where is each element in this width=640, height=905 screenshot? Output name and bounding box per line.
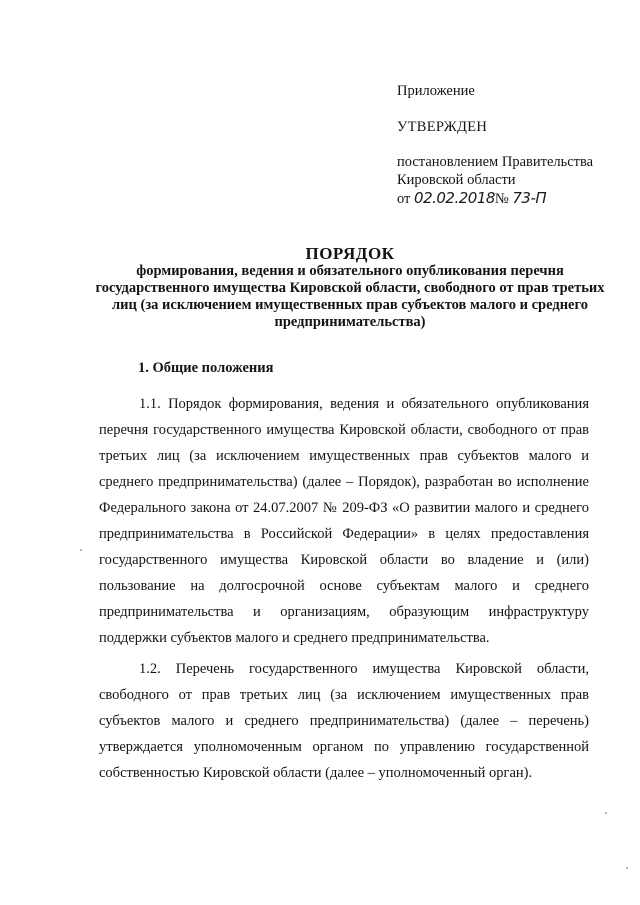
handwritten-number: 73-П — [512, 189, 547, 207]
scan-speck — [80, 549, 82, 551]
appendix-label: Приложение — [397, 83, 475, 99]
approved-label: УТВЕРЖДЕН — [397, 119, 488, 135]
handwritten-date: 02.02.2018 — [414, 189, 495, 207]
paragraph-1-2: 1.2. Перечень государственного имущества Кировской области, свободного от прав третьих лиц (за исключением имущественных прав субъектов малого и среднего предпринимательства) (далее – перечень) утверждается уполномоченным органом по управлению государственной собственностью Кировской области (далее – уполномоченный орган). — [99, 661, 589, 781]
document-subtitle: формирования, ведения и обязательного опубликования перечня государственного имущества Кировской области, свободного от прав третьих лиц (за исключением имущественных прав субъектов малого и среднего предпринимательства) — [95, 263, 605, 330]
paragraph-1-1: 1.1. Порядок формирования, ведения и обязательного опубликования перечня государственного имущества Кировской области, свободного от прав третьих лиц (за исключением имущественных прав субъектов малого и среднего предпринимательства) (далее – Порядок), разработан во исполнение Федерального закона от 24.07.2007 № 209-ФЗ «О развитии малого и среднего предпринимательства в Российской Федерации» в целях предоставления государственного имущества Кировской области во владение и (или) пользование на долгосрочной основе субъектам малого и среднего предпринимательства и организациям, образующим инфраструктуру поддержки субъектов малого и среднего предпринимательства. — [99, 396, 589, 646]
decree-line-2: Кировской области — [397, 172, 516, 188]
decree-block — [397, 153, 617, 208]
document-title: ПОРЯДОК — [305, 244, 395, 263]
scan-speck — [626, 867, 628, 869]
decree-line-1: постановлением Правительства — [397, 154, 594, 170]
date-prefix: от — [397, 191, 411, 207]
decree-date-line — [397, 189, 617, 208]
number-sign: № — [494, 191, 509, 207]
scan-speck — [605, 812, 607, 814]
section-heading: 1. Общие положения — [138, 360, 274, 376]
